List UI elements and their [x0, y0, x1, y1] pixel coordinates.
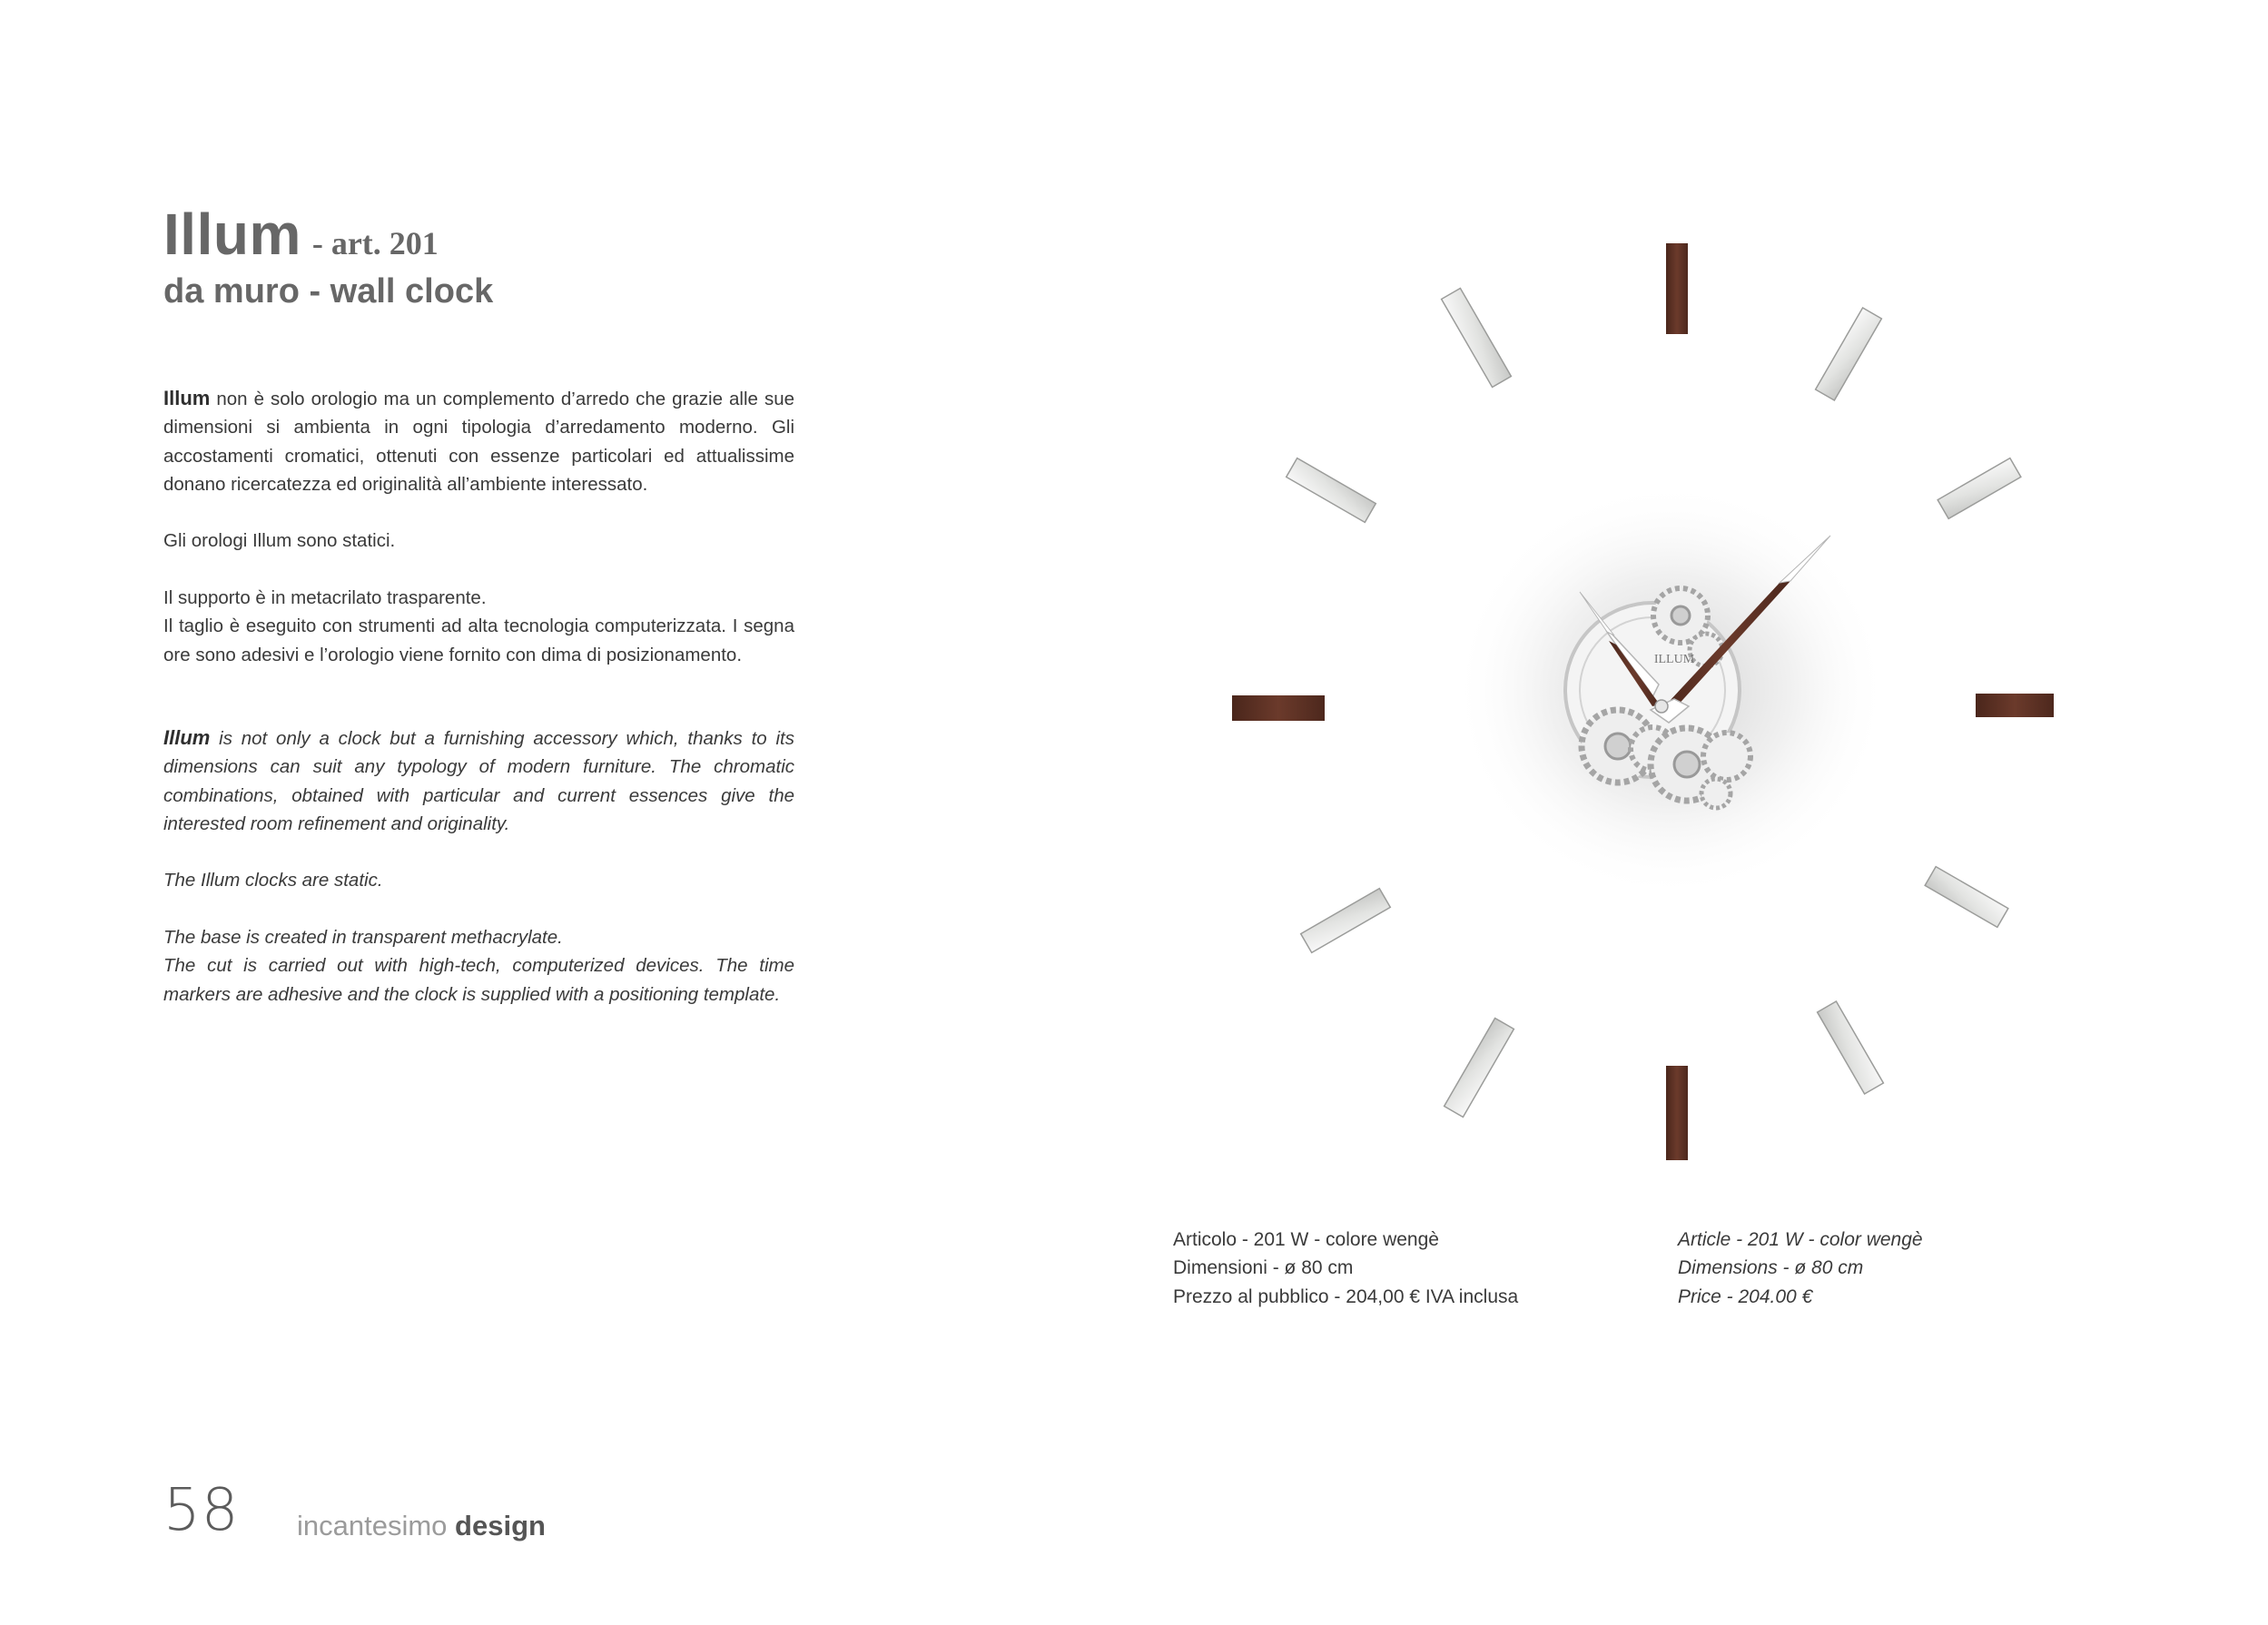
hour-marker-12	[1666, 243, 1688, 334]
english-p1-text: is not only a clock but a furnishing accessory which, thanks to its dimensions can suit any typology of modern furniture. The chromatic combinations, obtained with particular and current essences give the interested room refinement and originality.	[163, 728, 794, 834]
hour-marker-7	[1445, 1019, 1514, 1118]
italian-description	[163, 384, 794, 697]
spec-price: Prezzo al pubblico - 204,00 € IVA inclusa	[1173, 1285, 1519, 1307]
footer-brand	[297, 1512, 546, 1540]
product-name: Illum	[163, 202, 301, 267]
clock-image	[1180, 209, 2134, 1198]
spec-article: Articolo - 201 W - colore wengè	[1173, 1229, 1439, 1250]
hour-marker-3	[1976, 694, 2054, 717]
specs-english	[1678, 1226, 1923, 1311]
footer-brand-bold: design	[455, 1510, 546, 1541]
brand-name: Illum	[163, 726, 211, 749]
hour-marker-8	[1301, 889, 1391, 953]
hour-marker-9	[1232, 695, 1325, 721]
spec-dimensions: Dimensioni - ø 80 cm	[1173, 1257, 1354, 1279]
italian-p3-line1: Il supporto è in metacrilato trasparente.	[163, 587, 487, 609]
brand-name: Illum	[163, 387, 211, 409]
italian-paragraph-1	[163, 384, 794, 498]
italian-p1-text: non è solo orologio ma un complemento d’arredo che grazie alle sue dimensioni si ambienta in ogni tipologia d’arredamento moderno. Gli accostamenti cromatici, ottenuti con essenze particolari ed attualissime donano ricercatezza ed originalità all’ambiente interessato.	[163, 389, 794, 495]
hour-marker-11	[1442, 289, 1512, 388]
spec-dimensions: Dimensions - ø 80 cm	[1678, 1257, 1864, 1279]
title-block	[163, 202, 981, 311]
english-p3-line1: The base is created in transparent methacrylate.	[163, 927, 563, 949]
title-line	[163, 202, 981, 267]
hour-marker-10	[1287, 458, 1376, 523]
hour-marker-2	[1938, 458, 2021, 519]
english-paragraph-1	[163, 724, 794, 838]
english-description	[163, 724, 794, 1037]
spec-article: Article - 201 W - color wengè	[1678, 1229, 1923, 1250]
specs-italian	[1173, 1226, 1518, 1311]
italian-p3-line2: Il taglio è eseguito con strumenti ad alta tecnologia computerizzata. I segna ore sono adesivi e l’orologio viene fornito con dima di posizionamento.	[163, 616, 794, 665]
english-paragraph-2: The Illum clocks are static.	[163, 870, 383, 891]
footer-brand-light: incantesimo	[297, 1510, 448, 1541]
page-number: 58	[163, 1477, 240, 1544]
italian-paragraph-2: Gli orologi Illum sono statici.	[163, 530, 396, 552]
dial-logo: ILLUM	[1653, 653, 1695, 666]
hour-marker-4	[1925, 867, 2008, 928]
article-number: - art. 201	[311, 225, 439, 261]
hour-marker-5	[1818, 1001, 1884, 1094]
product-subtitle: da muro - wall clock	[163, 272, 494, 310]
english-p3-line2: The cut is carried out with high-tech, computerized devices. The time markers are adhesive and the clock is supplied with a positioning template.	[163, 955, 794, 1005]
spec-price: Price - 204.00 €	[1678, 1285, 1813, 1307]
hour-marker-1	[1816, 308, 1882, 400]
hour-marker-6	[1666, 1066, 1688, 1160]
english-paragraph-3	[163, 923, 794, 1009]
italian-paragraph-3	[163, 584, 794, 669]
center-pin	[1655, 700, 1668, 713]
